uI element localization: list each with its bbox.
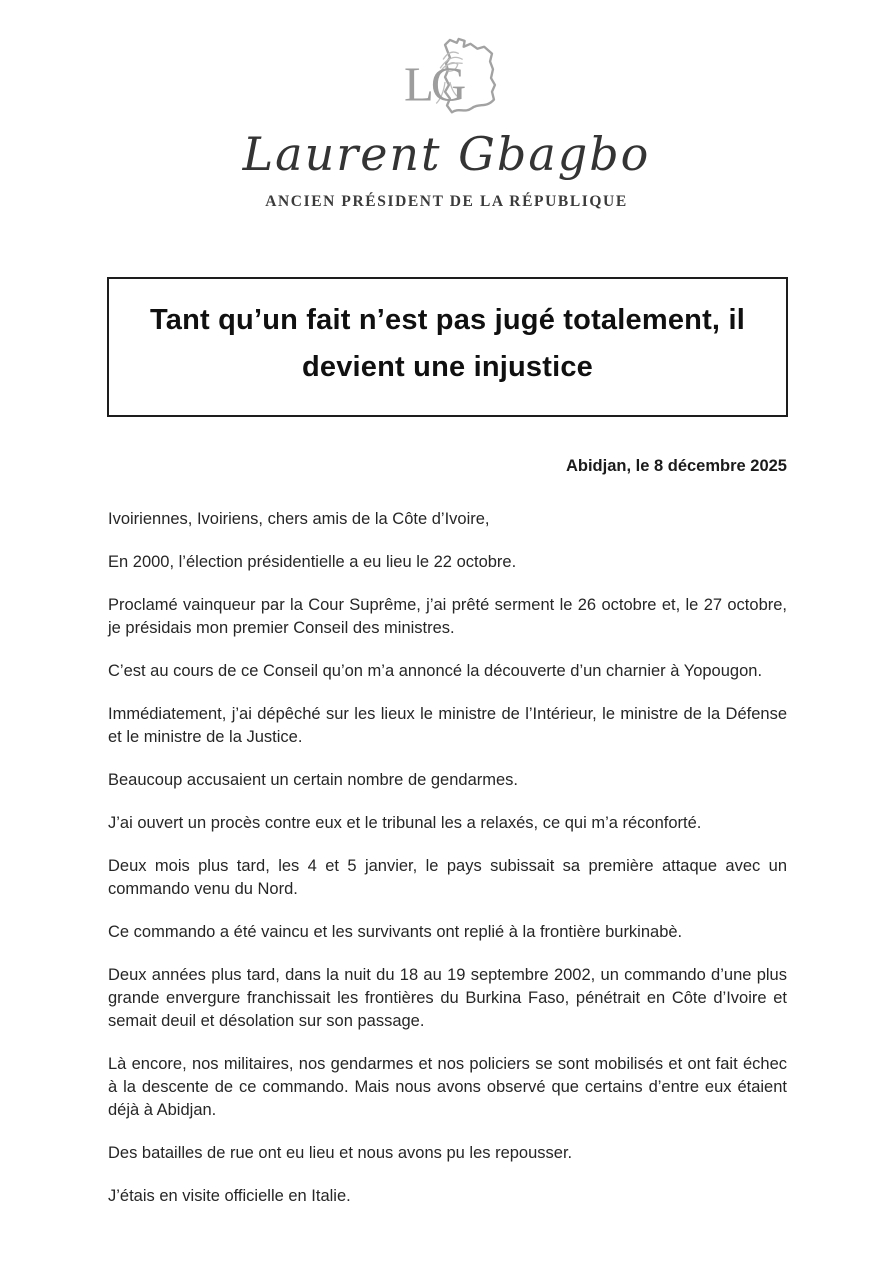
letter-paragraph: Proclamé vainqueur par la Cour Suprême, j’ai prêté serment le 26 octobre et, le 27 octobre, je présidais mon premier Conseil des ministres.	[108, 595, 787, 637]
letter-title: Tant qu’un fait n’est pas jugé totalement, il devient une injustice	[150, 303, 745, 383]
letter-paragraph: En 2000, l’élection présidentielle a eu lieu le 22 octobre.	[108, 552, 517, 571]
letter-paragraph: Des batailles de rue ont eu lieu et nous avons pu les repousser.	[108, 1143, 573, 1162]
letter-paragraph: C’est au cours de ce Conseil qu’on m’a annoncé la découverte d’un charnier à Yopougon.	[108, 661, 763, 680]
letterhead-subtitle: ANCIEN PRÉSIDENT DE LA RÉPUBLIQUE	[265, 192, 628, 210]
letter-paragraph: Beaucoup accusaient un certain nombre de gendarmes.	[108, 770, 519, 789]
letter-paragraph: Ivoiriennes, Ivoiriens, chers amis de la Côte d’Ivoire,	[108, 509, 490, 528]
letter-paragraph: Ce commando a été vaincu et les survivants ont replié à la frontière burkinabè.	[108, 922, 683, 941]
letter-paragraph: J’étais en visite officielle en Italie.	[108, 1186, 351, 1205]
letter-paragraph: J’ai ouvert un procès contre eux et le tribunal les a relaxés, ce qui m’a réconforté.	[108, 813, 702, 832]
cote-divoire-map-outline-icon	[387, 36, 507, 126]
letter-body	[108, 508, 787, 1208]
letter-paragraph: Deux années plus tard, dans la nuit du 18 au 19 septembre 2002, un commando d’une plus grande envergure franchissait les frontières du Burkina Faso, pénétrait en Côte d’Ivoire et semait deuil et désolation sur son passage.	[108, 965, 787, 1030]
dateline: Abidjan, le 8 décembre 2025	[565, 456, 787, 475]
letter-paragraph: Deux mois plus tard, les 4 et 5 janvier, le pays subissait sa première attaque avec un commando venu du Nord.	[108, 856, 787, 898]
lg-monogram: LG	[403, 56, 463, 112]
letterhead-name: Laurent Gbagbo	[242, 127, 651, 181]
title-box	[107, 277, 788, 417]
cote-divoire-map-logo	[387, 36, 507, 126]
letter-paragraph: Immédiatement, j’ai dépêché sur les lieux le ministre de l’Intérieur, le ministre de la Défense et le ministre de la Justice.	[108, 704, 787, 746]
letter-paragraph: Là encore, nos militaires, nos gendarmes et nos policiers se sont mobilisés et ont fait échec à la descente de ce commando. Mais nous avons observé que certains d’entre eux étaient déjà à Abidjan.	[108, 1054, 787, 1119]
letterhead	[0, 0, 893, 211]
